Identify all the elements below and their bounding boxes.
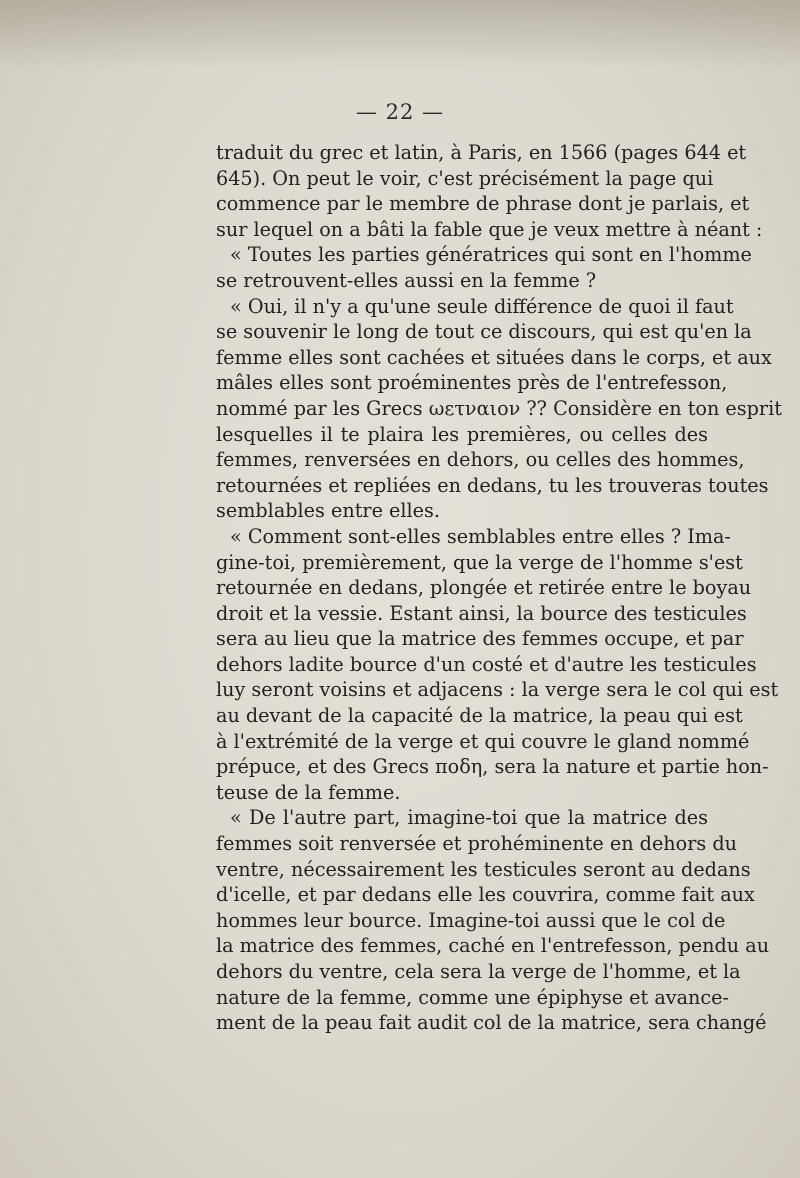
text-line: prépuce, et des Grecs ποδη, sera la nature et partie hon- bbox=[216, 755, 769, 779]
page-edge-shadow bbox=[0, 0, 800, 70]
text-line: « Comment sont-elles semblables entre elles ? Ima- bbox=[230, 524, 731, 548]
text-line: mâles elles sont proéminentes près de l'entrefesson, bbox=[216, 371, 728, 395]
page-number: — 22 — bbox=[355, 100, 445, 124]
text-line: 645). On peut le voir, c'est précisément la page qui bbox=[216, 166, 714, 190]
text-line: d'icelle, et par dedans elle les couvrira, comme fait aux bbox=[216, 883, 755, 907]
text-line: à l'extrémité de la verge et qui couvre le gland nommé bbox=[216, 729, 750, 753]
text-line: sur lequel on a bâti la fable que je veux mettre à néant : bbox=[216, 217, 763, 241]
text-line: commence par le membre de phrase dont je parlais, et bbox=[216, 192, 750, 216]
text-line: sera au lieu que la matrice des femmes occupe, et par bbox=[216, 627, 744, 651]
text-line: nommé par les Grecs ωετναιον ?? Considère en ton esprit bbox=[216, 396, 782, 420]
text-line: « Oui, il n'y a qu'une seule différence de quoi il faut bbox=[230, 294, 734, 318]
text-line: traduit du grec et latin, à Paris, en 1566 (pages 644 et bbox=[216, 141, 747, 164]
text-line: la matrice des femmes, caché en l'entrefesson, pendu au bbox=[216, 934, 770, 958]
text-line: au devant de la capacité de la matrice, la peau qui est bbox=[216, 704, 743, 728]
body-text bbox=[216, 140, 782, 1036]
text-line: « Toutes les parties génératrices qui sont en l'homme bbox=[230, 243, 752, 267]
text-line: femme elles sont cachées et situées dans le corps, et aux bbox=[216, 345, 772, 369]
text-line: luy seront voisins et adjacens : la verge sera le col qui est bbox=[216, 678, 779, 702]
text-line: gine-toi, premièrement, que la verge de l'homme s'est bbox=[216, 550, 743, 574]
text-line: ment de la peau fait audit col de la matrice, sera changé bbox=[216, 1011, 767, 1035]
text-line: semblables entre elles. bbox=[216, 499, 440, 523]
text-line: lesquelles il te plaira les premières, ou celles des bbox=[216, 422, 708, 446]
text-line: nature de la femme, comme une épiphyse et avance- bbox=[216, 985, 729, 1009]
text-line: retournées et repliées en dedans, tu les trouveras toutes bbox=[216, 473, 769, 497]
text-line: retournée en dedans, plongée et retirée entre le boyau bbox=[216, 576, 752, 600]
text-line: ventre, nécessairement les testicules seront au dedans bbox=[216, 857, 751, 881]
text-line: femmes, renversées en dehors, ou celles des hommes, bbox=[216, 448, 745, 472]
text-line: se souvenir le long de tout ce discours, qui est qu'en la bbox=[216, 320, 752, 344]
text-line: dehors du ventre, cela sera la verge de l'homme, et la bbox=[216, 960, 741, 983]
text-line: femmes soit renversée et prohéminente en dehors du bbox=[216, 832, 737, 856]
text-line: hommes leur bource. Imagine-toi aussi que le col de bbox=[216, 908, 726, 932]
text-line: dehors ladite bource d'un costé et d'autre les testicules bbox=[216, 652, 757, 676]
text-line: droit et la vessie. Estant ainsi, la bource des testicules bbox=[216, 601, 747, 625]
text-line: se retrouvent-elles aussi en la femme ? bbox=[216, 268, 597, 292]
text-line: teuse de la femme. bbox=[216, 780, 401, 804]
text-line: « De l'autre part, imagine-toi que la matrice des bbox=[230, 806, 708, 830]
